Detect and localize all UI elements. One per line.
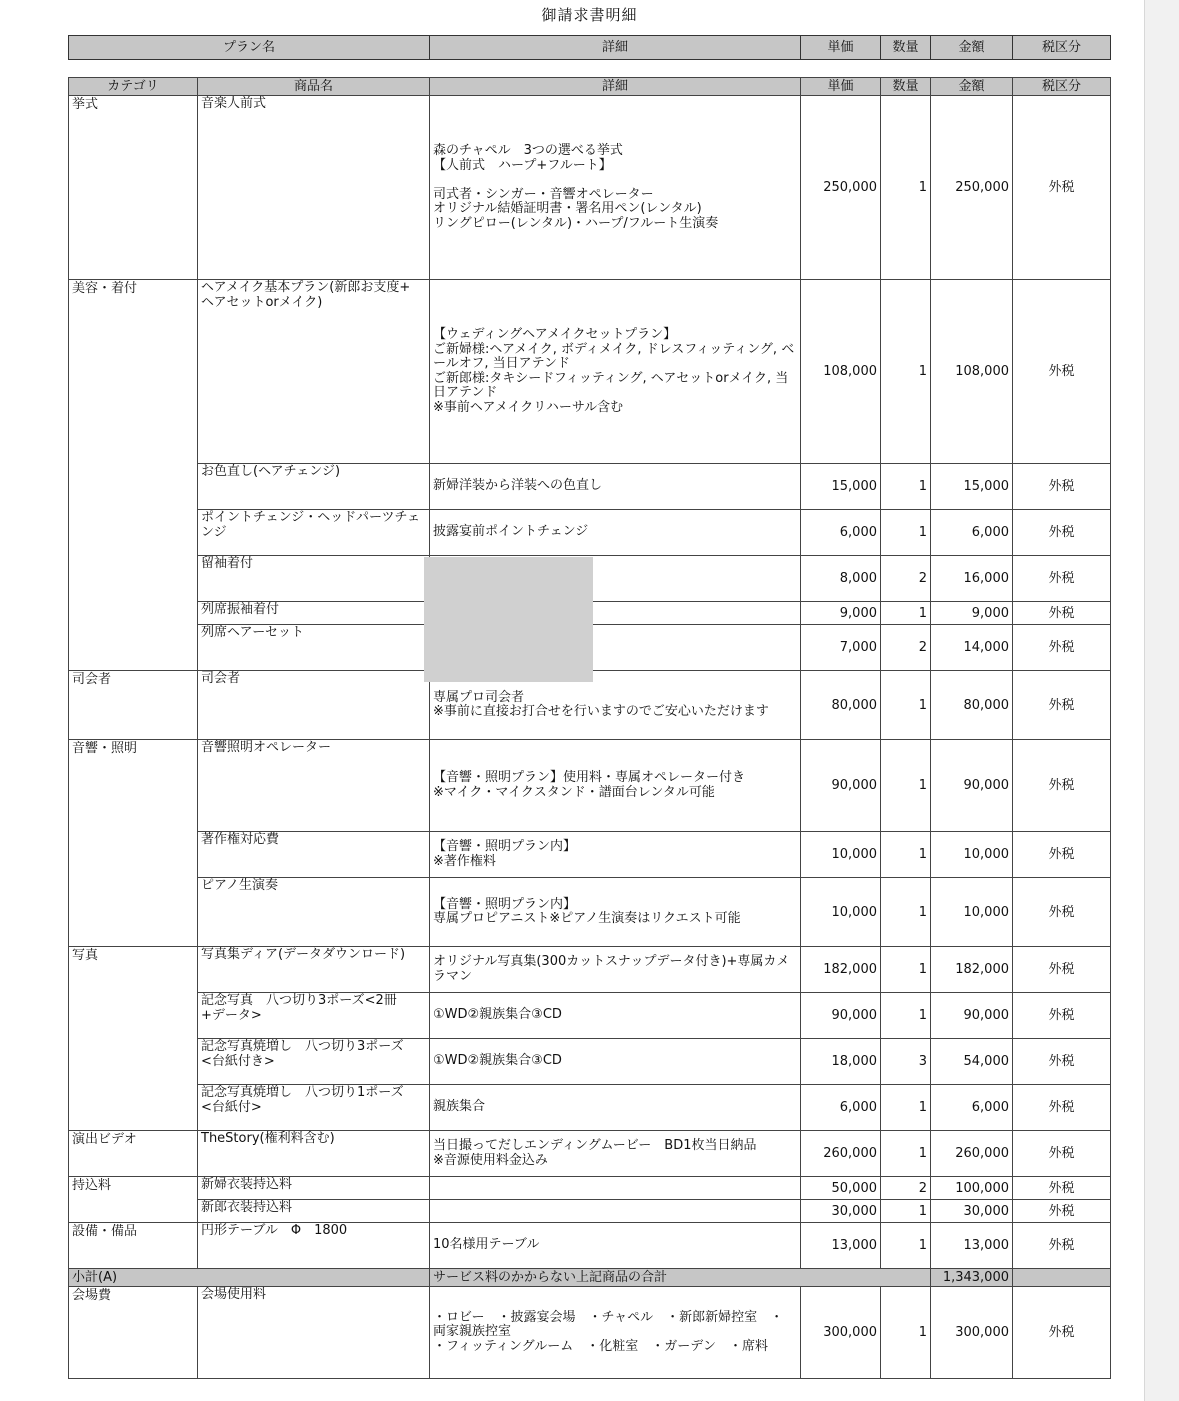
header-product: 商品名	[198, 78, 430, 96]
quantity-cell: 1	[881, 878, 931, 947]
tax-class-cell: 外税	[1013, 993, 1111, 1039]
quantity-cell: 1	[881, 1287, 931, 1379]
tax-class-cell: 外税	[1013, 96, 1111, 280]
detail-cell: オリジナル写真集(300カットスナップデータ付き)+専属カメラマン	[430, 947, 801, 993]
quantity-cell: 1	[881, 947, 931, 993]
product-name-cell: 記念写真焼増し 八つ切り3ポーズ <台紙付き>	[198, 1039, 430, 1085]
quantity-cell: 1	[881, 993, 931, 1039]
detail-cell	[430, 1200, 801, 1223]
header-quantity: 数量	[881, 78, 931, 96]
category-cell: 写真	[69, 947, 198, 1131]
product-name-cell: 写真集ディア(データダウンロード)	[198, 947, 430, 993]
unit-price-cell: 108,000	[801, 280, 881, 464]
detail-cell: ①WD②親族集合③CD	[430, 1039, 801, 1085]
unit-price-cell: 6,000	[801, 510, 881, 556]
tax-class-cell: 外税	[1013, 1223, 1111, 1269]
tax-class-cell: 外税	[1013, 1200, 1111, 1223]
unit-price-cell: 260,000	[801, 1131, 881, 1177]
amount-cell: 300,000	[931, 1287, 1013, 1379]
quantity-cell: 1	[881, 1223, 931, 1269]
amount-cell: 6,000	[931, 510, 1013, 556]
product-name-cell: ピアノ生演奏	[198, 878, 430, 947]
product-name-cell: お色直し(ヘアチェンジ)	[198, 464, 430, 510]
document-title: 御請求書明細	[541, 6, 638, 24]
product-name-cell: 会場使用料	[198, 1287, 430, 1379]
table-row	[69, 993, 1111, 1039]
quantity-cell: 1	[881, 510, 931, 556]
amount-cell: 90,000	[931, 740, 1013, 832]
product-name-cell: 司会者	[198, 671, 430, 740]
header-unit-price: 単価	[801, 36, 881, 60]
unit-price-cell: 300,000	[801, 1287, 881, 1379]
category-cell: 美容・着付	[69, 280, 198, 671]
amount-cell: 9,000	[931, 602, 1013, 625]
table-row	[69, 1223, 1111, 1269]
quantity-cell: 1	[881, 602, 931, 625]
tax-class-cell: 外税	[1013, 671, 1111, 740]
tax-class-cell: 外税	[1013, 510, 1111, 556]
amount-cell: 10,000	[931, 832, 1013, 878]
table-row	[69, 1200, 1111, 1223]
category-cell: 設備・備品	[69, 1223, 198, 1269]
unit-price-cell: 80,000	[801, 671, 881, 740]
quantity-cell: 1	[881, 832, 931, 878]
tax-class-cell: 外税	[1013, 1287, 1111, 1379]
product-name-cell: 新郎衣装持込料	[198, 1200, 430, 1223]
tax-class-cell: 外税	[1013, 947, 1111, 993]
table-row	[69, 947, 1111, 993]
tax-class-cell: 外税	[1013, 878, 1111, 947]
plan-header-row	[69, 36, 1111, 60]
table-row	[69, 510, 1111, 556]
unit-price-cell: 18,000	[801, 1039, 881, 1085]
header-detail: 詳細	[430, 78, 801, 96]
quantity-cell: 3	[881, 1039, 931, 1085]
product-name-cell: 記念写真 八つ切り3ポーズ<2冊 +データ>	[198, 993, 430, 1039]
plan-header-table	[68, 35, 1111, 60]
subtotal-empty-cell	[1013, 1269, 1111, 1287]
detail-cell: 【音響・照明プラン】使用料・専属オペレーター付き ※マイク・マイクスタンド・譜面台レンタル可能	[430, 740, 801, 832]
unit-price-cell: 90,000	[801, 993, 881, 1039]
items-header-row	[69, 78, 1111, 96]
unit-price-cell: 182,000	[801, 947, 881, 993]
redaction-block	[424, 557, 593, 682]
subtotal-label: 小計(A)	[69, 1269, 430, 1287]
detail-cell: 新婦洋装から洋装への色直し	[430, 464, 801, 510]
header-unit-price: 単価	[801, 78, 881, 96]
tax-class-cell: 外税	[1013, 602, 1111, 625]
quantity-cell: 2	[881, 556, 931, 602]
detail-cell: 当日撮ってだしエンディングムービー BD1枚当日納品 ※音源使用料金込み	[430, 1131, 801, 1177]
tax-class-cell: 外税	[1013, 1039, 1111, 1085]
detail-cell: 10名様用テーブル	[430, 1223, 801, 1269]
category-cell: 演出ビデオ	[69, 1131, 198, 1177]
tax-class-cell: 外税	[1013, 832, 1111, 878]
amount-cell: 90,000	[931, 993, 1013, 1039]
detail-cell: ①WD②親族集合③CD	[430, 993, 801, 1039]
table-row	[69, 464, 1111, 510]
unit-price-cell: 90,000	[801, 740, 881, 832]
amount-cell: 80,000	[931, 671, 1013, 740]
product-name-cell: TheStory(権利料含む)	[198, 1131, 430, 1177]
unit-price-cell: 6,000	[801, 1085, 881, 1131]
quantity-cell: 1	[881, 1200, 931, 1223]
category-cell: 司会者	[69, 671, 198, 740]
product-name-cell: 列席ヘアーセット	[198, 625, 430, 671]
product-name-cell: 音響照明オペレーター	[198, 740, 430, 832]
amount-cell: 260,000	[931, 1131, 1013, 1177]
header-tax-class: 税区分	[1013, 36, 1111, 60]
table-row	[69, 1131, 1111, 1177]
amount-cell: 10,000	[931, 878, 1013, 947]
quantity-cell: 1	[881, 671, 931, 740]
product-name-cell: 著作権対応費	[198, 832, 430, 878]
amount-cell: 16,000	[931, 556, 1013, 602]
header-plan-name: プラン名	[69, 36, 430, 60]
quantity-cell: 1	[881, 464, 931, 510]
amount-cell: 13,000	[931, 1223, 1013, 1269]
unit-price-cell: 30,000	[801, 1200, 881, 1223]
detail-cell: 森のチャペル 3つの選べる挙式 【人前式 ハープ+フルート】 司式者・シンガー・音響オペレーター オリジナル結婚証明書・署名用ペン(レンタル) リングピロー(レンタル)・ハープ/フルート生演奏	[430, 96, 801, 280]
unit-price-cell: 10,000	[801, 832, 881, 878]
header-category: カテゴリ	[69, 78, 198, 96]
quantity-cell: 1	[881, 96, 931, 280]
quantity-cell: 1	[881, 1085, 931, 1131]
header-detail: 詳細	[430, 36, 801, 60]
amount-cell: 250,000	[931, 96, 1013, 280]
subtotal-row	[69, 1269, 1111, 1287]
unit-price-cell: 8,000	[801, 556, 881, 602]
table-row	[69, 878, 1111, 947]
detail-cell: 親族集合	[430, 1085, 801, 1131]
detail-cell	[430, 1177, 801, 1200]
header-amount: 金額	[931, 78, 1013, 96]
tax-class-cell: 外税	[1013, 625, 1111, 671]
amount-cell: 100,000	[931, 1177, 1013, 1200]
amount-cell: 54,000	[931, 1039, 1013, 1085]
tax-class-cell: 外税	[1013, 740, 1111, 832]
unit-price-cell: 9,000	[801, 602, 881, 625]
amount-cell: 6,000	[931, 1085, 1013, 1131]
table-row	[69, 740, 1111, 832]
category-cell: 音響・照明	[69, 740, 198, 947]
quantity-cell: 2	[881, 625, 931, 671]
items-body	[69, 96, 1111, 1379]
category-cell: 会場費	[69, 1287, 198, 1379]
product-name-cell: 新婦衣装持込料	[198, 1177, 430, 1200]
table-row	[69, 1085, 1111, 1131]
category-cell: 持込料	[69, 1177, 198, 1223]
unit-price-cell: 250,000	[801, 96, 881, 280]
tax-class-cell: 外税	[1013, 556, 1111, 602]
table-row	[69, 96, 1111, 280]
amount-cell: 15,000	[931, 464, 1013, 510]
product-name-cell: ヘアメイク基本プラン(新郎お支度+ ヘアセットorメイク)	[198, 280, 430, 464]
unit-price-cell: 7,000	[801, 625, 881, 671]
unit-price-cell: 15,000	[801, 464, 881, 510]
unit-price-cell: 50,000	[801, 1177, 881, 1200]
product-name-cell: ポイントチェンジ・ヘッドパーツチェンジ	[198, 510, 430, 556]
venue-row	[69, 1287, 1111, 1379]
product-name-cell: 記念写真焼増し 八つ切り1ポーズ <台紙付>	[198, 1085, 430, 1131]
quantity-cell: 2	[881, 1177, 931, 1200]
header-quantity: 数量	[881, 36, 931, 60]
amount-cell: 182,000	[931, 947, 1013, 993]
quantity-cell: 1	[881, 280, 931, 464]
quantity-cell: 1	[881, 740, 931, 832]
subtotal-note: サービス料のかからない上記商品の合計	[430, 1269, 931, 1287]
product-name-cell: 留袖着付	[198, 556, 430, 602]
header-amount: 金額	[931, 36, 1013, 60]
product-name-cell: 円形テーブル Φ 1800	[198, 1223, 430, 1269]
product-name-cell: 列席振袖着付	[198, 602, 430, 625]
quantity-cell: 1	[881, 1131, 931, 1177]
unit-price-cell: 10,000	[801, 878, 881, 947]
tax-class-cell: 外税	[1013, 1085, 1111, 1131]
detail-cell: 【音響・照明プラン内】 ※著作権料	[430, 832, 801, 878]
table-row	[69, 280, 1111, 464]
table-row	[69, 832, 1111, 878]
amount-cell: 14,000	[931, 625, 1013, 671]
tax-class-cell: 外税	[1013, 1177, 1111, 1200]
unit-price-cell: 13,000	[801, 1223, 881, 1269]
table-row	[69, 1039, 1111, 1085]
table-row	[69, 1177, 1111, 1200]
detail-cell: ・ロビー ・披露宴会場 ・チャペル ・新郎新婦控室 ・ 両家親族控室 ・フィッティングルーム ・化粧室 ・ガーデン ・席料	[430, 1287, 801, 1379]
detail-cell: 【音響・照明プラン内】 専属プロピアニスト※ピアノ生演奏はリクエスト可能	[430, 878, 801, 947]
tax-class-cell: 外税	[1013, 464, 1111, 510]
tax-class-cell: 外税	[1013, 280, 1111, 464]
detail-cell: 披露宴前ポイントチェンジ	[430, 510, 801, 556]
detail-cell: 専属プロ司会者 ※事前に直接お打合せを行いますのでご安心いただけます	[430, 671, 801, 740]
header-tax-class: 税区分	[1013, 78, 1111, 96]
items-table	[68, 77, 1111, 1379]
amount-cell: 30,000	[931, 1200, 1013, 1223]
detail-cell: 【ウェディングヘアメイクセットプラン】 ご新婦様:ヘアメイク, ボディメイク, ドレスフィッティング, ベールオフ, 当日アテンド ご新郎様:タキシードフィッティング, ヘアセットorメイク, 当日アテンド ※事前ヘアメイクリハーサル含む	[430, 280, 801, 464]
tax-class-cell: 外税	[1013, 1131, 1111, 1177]
amount-cell: 108,000	[931, 280, 1013, 464]
subtotal-amount: 1,343,000	[931, 1269, 1013, 1287]
category-cell: 挙式	[69, 96, 198, 280]
product-name-cell: 音楽人前式	[198, 96, 430, 280]
